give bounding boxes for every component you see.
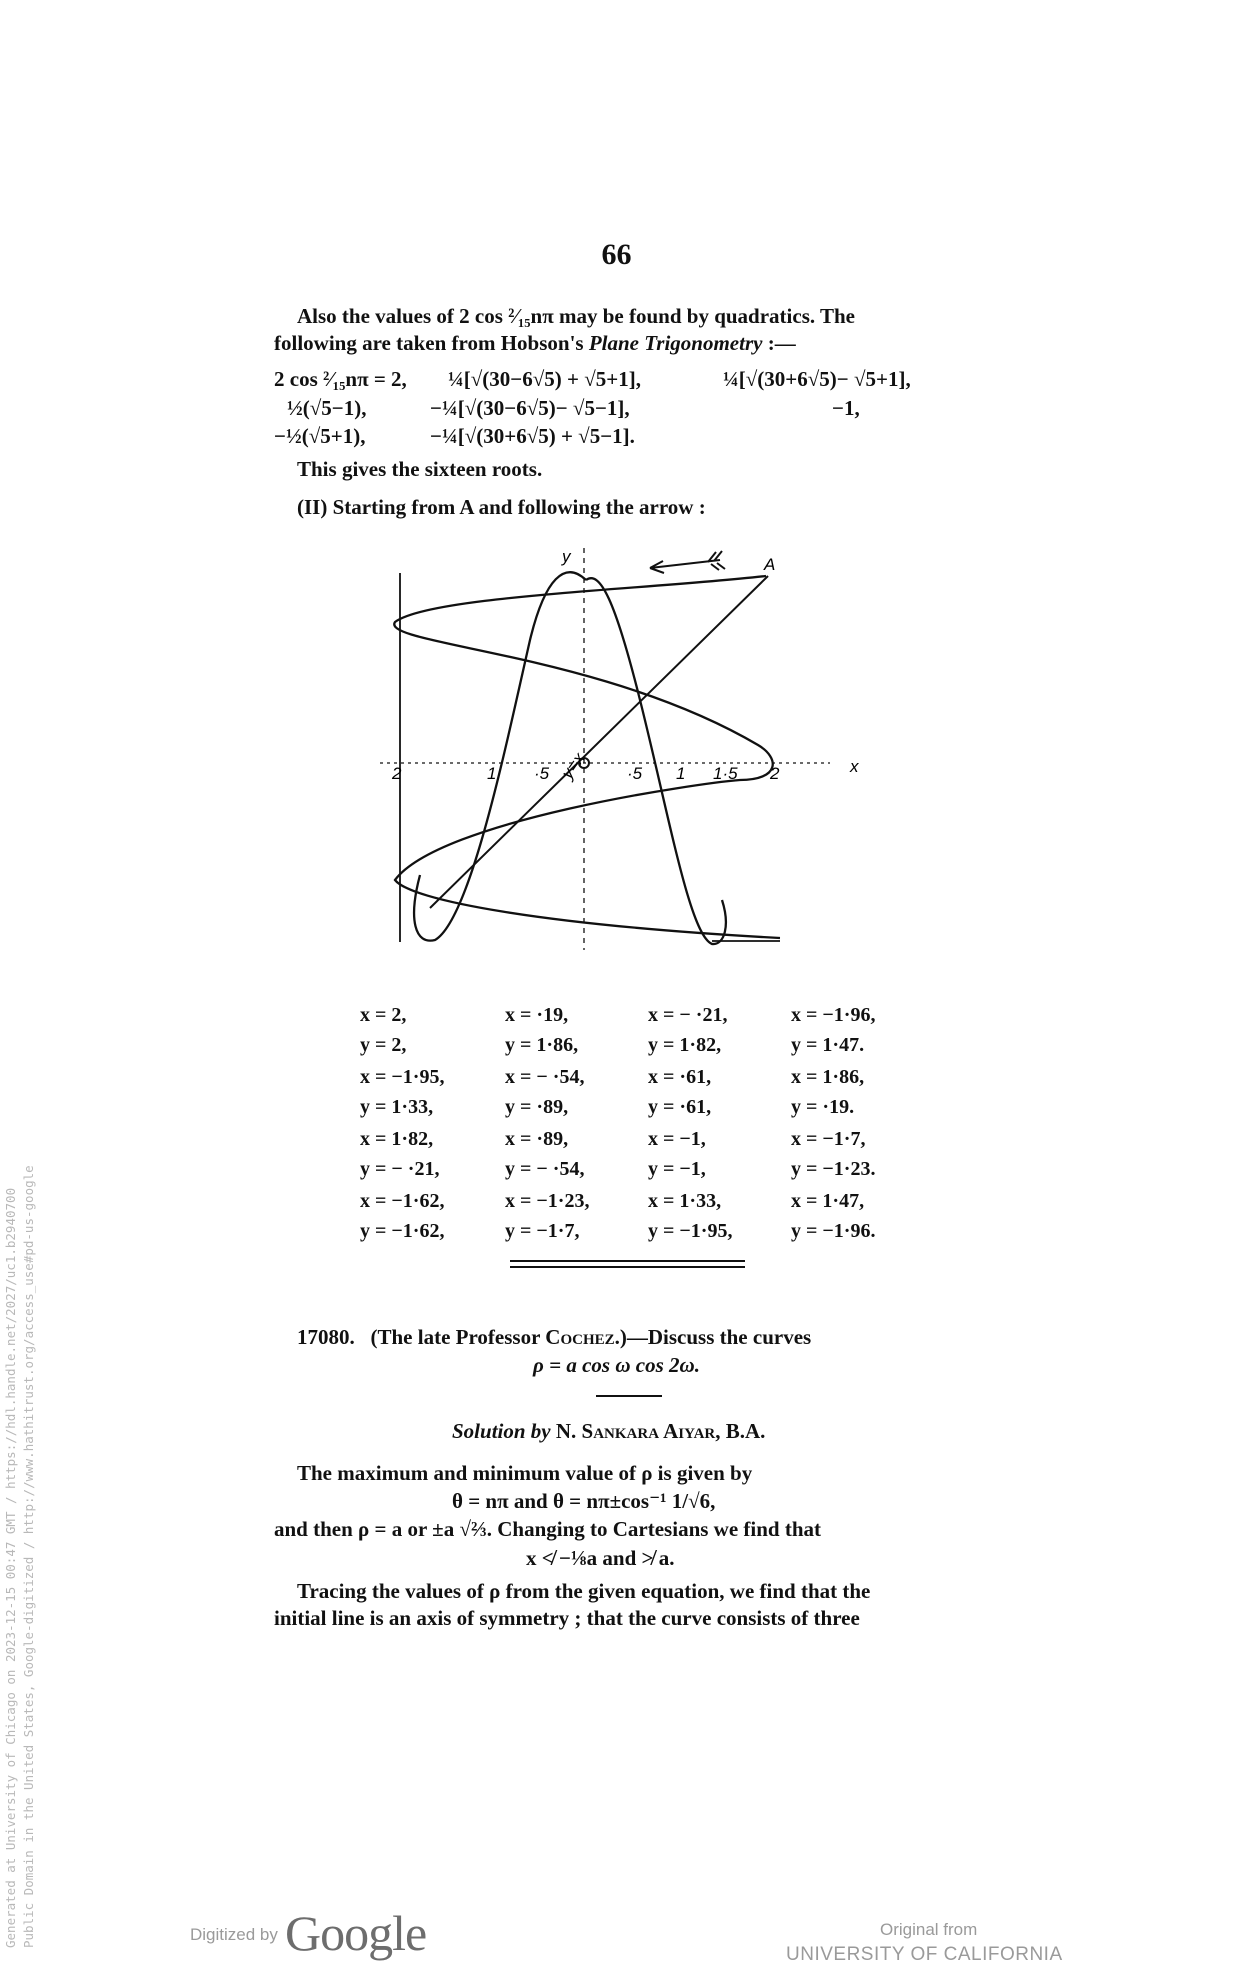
- book-title: Plane Trigonometry: [588, 331, 763, 355]
- institution-label: UNIVERSITY OF CALIFORNIA: [786, 1944, 1063, 1965]
- coord-cell: y = − ·21,: [360, 1158, 440, 1180]
- problem-equation: ρ = a cos ω cos 2ω.: [533, 1353, 700, 1377]
- solution-line-3: and then ρ = a or ±a √⅔. Changing to Cartesians we find that: [274, 1517, 822, 1541]
- value-r2c3: −1,: [832, 396, 860, 420]
- coord-cell: y = ·61,: [648, 1096, 712, 1118]
- coord-cell: x = ·89,: [505, 1128, 569, 1150]
- coord-cell: y = ·19.: [791, 1096, 855, 1118]
- coord-cell: y = −1·7,: [505, 1220, 580, 1242]
- intro-text-end: :—: [762, 331, 796, 355]
- coord-cell: y = ·89,: [505, 1096, 569, 1118]
- coord-cell: y = 1·47.: [791, 1034, 865, 1056]
- tick-neg-2: 2: [392, 764, 402, 783]
- coord-cell: x = − ·54,: [505, 1066, 585, 1088]
- coord-cell: x = 1·47,: [791, 1190, 865, 1212]
- digitized-by-label: Digitized by: [190, 1925, 278, 1944]
- solution-line-1: The maximum and minimum value of ρ is given by: [297, 1461, 753, 1485]
- coord-cell: y = −1·62,: [360, 1220, 445, 1242]
- problem-heading: [297, 1324, 811, 1351]
- label-y-equals-x: y=x: [557, 749, 589, 783]
- coord-cell: x = 1·82,: [360, 1128, 434, 1150]
- solution-line-2: θ = nπ and θ = nπ±cos⁻¹ 1/√6,: [452, 1489, 716, 1513]
- coord-cell: x = 1·33,: [648, 1190, 722, 1212]
- value-r1c1: 2 cos ²⁄₁₅nπ = 2,: [274, 367, 407, 391]
- solution-line-4: x ≮ −⅛a and ≯ a.: [526, 1546, 675, 1570]
- double-rule-top: [510, 1260, 745, 1262]
- value-r1c2: ¼[√(30−6√5) + √5+1],: [448, 367, 641, 391]
- value-r2c2: −¼[√(30−6√5)− √5−1],: [430, 396, 630, 420]
- coord-cell: x = −1·62,: [360, 1190, 445, 1212]
- tick-pos-1: 1: [676, 764, 686, 783]
- solution-by: Solution by: [452, 1419, 551, 1443]
- curve-figure: [360, 530, 880, 960]
- coord-row: [360, 1216, 911, 1248]
- coord-cell: y = −1·96.: [791, 1220, 876, 1242]
- label-A: A: [764, 555, 776, 574]
- tick-pos-half: ·5: [627, 764, 643, 783]
- coord-row: [360, 1154, 911, 1186]
- intro-line-2: [274, 330, 796, 357]
- coord-cell: y = −1·95,: [648, 1220, 733, 1242]
- solution-line-6: initial line is an axis of symmetry ; that the curve consists of three: [274, 1606, 860, 1630]
- problem-text-a: (The late Professor: [370, 1325, 546, 1349]
- coord-cell: x = −1·23,: [505, 1190, 590, 1212]
- tick-neg-half: ·5: [534, 764, 550, 783]
- coord-row: [360, 1000, 911, 1030]
- label-y: y: [562, 547, 571, 566]
- value-r2c1: ½(√5−1),: [287, 396, 367, 420]
- coord-cell: x = ·61,: [648, 1066, 712, 1088]
- line-y-equals-x: [430, 576, 768, 908]
- solution-byline: [452, 1418, 765, 1445]
- coord-cell: x = −1,: [648, 1128, 706, 1150]
- sixteen-roots: This gives the sixteen roots.: [297, 457, 543, 481]
- sidebar-line-2: Public Domain in the United States, Google-digitized / http://www.hathitrust.org/access_use#pd-us-google: [21, 1165, 36, 1948]
- coord-cell: x = −1·95,: [360, 1066, 445, 1088]
- coord-row: [360, 1186, 911, 1216]
- tick-pos-1-5: 1·5: [713, 764, 738, 783]
- coord-cell: y = 1·82,: [648, 1034, 722, 1056]
- curve-loop: [414, 572, 586, 940]
- problem-number: 17080.: [297, 1325, 355, 1349]
- tick-pos-2: 2: [770, 764, 780, 783]
- coord-cell: x = −1·96,: [791, 1004, 876, 1026]
- solution-author: N. Sankara Aiyar, B.A.: [550, 1419, 766, 1443]
- coord-cell: x = − ·21,: [648, 1004, 728, 1026]
- coord-row: [360, 1030, 911, 1062]
- coord-cell: y = −1,: [648, 1158, 706, 1180]
- sidebar-line-1: Generated at University of Chicago on 2023-12-15 00:47 GMT / https://hdl.handle.net/2027/uc1.b2940700: [3, 1187, 18, 1948]
- tick-neg-1: 1: [487, 764, 497, 783]
- coord-cell: y = 1·86,: [505, 1034, 579, 1056]
- coord-cell: y = − ·54,: [505, 1158, 585, 1180]
- part-two-heading: (II) Starting from A and following the arrow :: [297, 495, 706, 519]
- intro-line-1: Also the values of 2 cos ²⁄₁₅nπ may be found by quadratics. The: [297, 304, 855, 328]
- coord-row: [360, 1124, 911, 1154]
- curve-path: [394, 576, 780, 938]
- curve-loop-2: [586, 578, 726, 944]
- hathitrust-sidebar: [2, 1165, 38, 1948]
- double-rule-bottom: [510, 1266, 745, 1268]
- google-logo: Google: [285, 1905, 427, 1961]
- label-x: x: [850, 757, 859, 776]
- coord-row: [360, 1092, 911, 1124]
- problem-text-b: .)—Discuss the curves: [614, 1325, 812, 1349]
- original-from-label: Original from: [880, 1920, 978, 1939]
- coord-cell: x = −1·7,: [791, 1128, 866, 1150]
- coordinates-table: [360, 1000, 911, 1248]
- value-r3c2: −¼[√(30+6√5) + √5−1].: [430, 424, 635, 448]
- coord-cell: y = 2,: [360, 1034, 407, 1056]
- value-r1c3: ¼[√(30+6√5)− √5+1],: [723, 367, 911, 391]
- intro-text: following are taken from Hobson's: [274, 331, 589, 355]
- page-number: 66: [601, 238, 632, 271]
- coord-cell: y = 1·33,: [360, 1096, 434, 1118]
- coord-cell: y = −1·23.: [791, 1158, 876, 1180]
- coord-cell: x = ·19,: [505, 1004, 569, 1026]
- value-r3c1: −½(√5+1),: [274, 424, 366, 448]
- solution-line-5: Tracing the values of ρ from the given equation, we find that the: [297, 1579, 871, 1603]
- short-rule: [596, 1395, 662, 1397]
- coord-cell: x = 1·86,: [791, 1066, 865, 1088]
- coord-row: [360, 1062, 911, 1092]
- coord-cell: x = 2,: [360, 1004, 407, 1026]
- problem-author: Cochez: [545, 1325, 615, 1349]
